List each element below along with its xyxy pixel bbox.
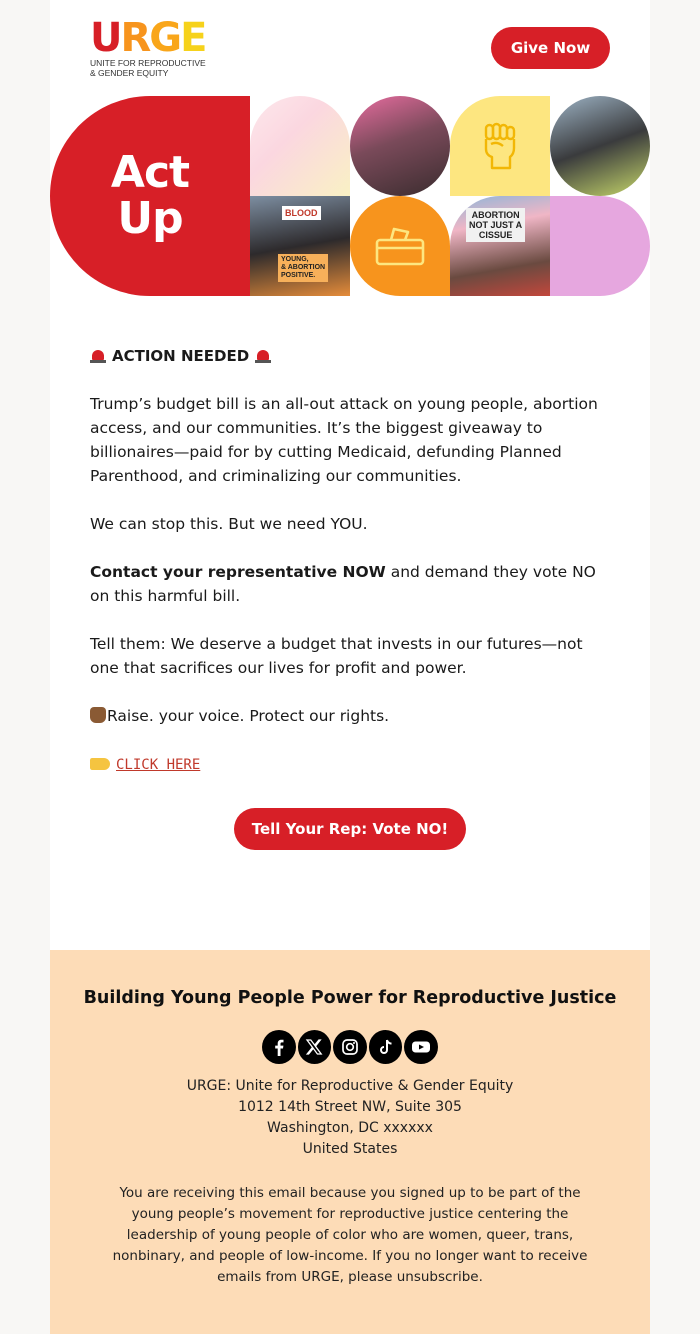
raised-fist-tile — [450, 96, 550, 196]
logo-subtitle-line2: & GENDER EQUITY — [90, 68, 169, 78]
footer-title: Building Young People Power for Reproductive Justice — [83, 988, 617, 1008]
gradient-tile — [250, 96, 350, 196]
contact-rest: and demand they vote NO on this harmful bill. — [90, 563, 596, 605]
address-line: United States — [302, 1141, 398, 1157]
siren-icon — [90, 349, 106, 363]
facebook-icon[interactable] — [262, 1030, 296, 1064]
hero-headline-line2: Up — [117, 193, 183, 244]
protest-photo — [350, 96, 450, 196]
urge-logo[interactable] — [90, 15, 220, 78]
hero-headline-line1: Act — [110, 147, 190, 198]
paragraph-attack: Trump’s budget bill is an all-out attack on young people, abortion access, and our communities. It’s the biggest giveaway to billionaires—paid for by cutting Medicaid, defunding Planned Parenthood, and criminalizing our communities. — [90, 395, 598, 485]
paragraph-raise-voice — [90, 704, 610, 728]
siren-icon — [255, 349, 271, 363]
email-page — [50, 0, 650, 1334]
protest-sign: BLOOD — [282, 206, 321, 220]
protest-photo — [550, 96, 650, 196]
urge-logo-mark: URGE — [90, 15, 206, 61]
mailing-address — [50, 1076, 650, 1160]
give-now-button[interactable]: Give Now — [491, 27, 610, 69]
paragraph-tell-them: Tell them: We deserve a budget that invests in our futures—not one that sacrifices our lives for profit and power. — [90, 635, 583, 677]
act-up-tile — [50, 96, 250, 296]
protest-photo — [450, 196, 550, 296]
raised-fist-emoji-icon — [90, 707, 106, 723]
protest-sign-line: YOUNG, — [281, 256, 309, 263]
tell-your-rep-button[interactable]: Tell Your Rep: Vote NO! — [234, 808, 466, 850]
protest-sign-line: CISSUE — [478, 230, 513, 240]
hero-collage — [50, 96, 650, 296]
paragraph-stop-this: We can stop this. But we need YOU. — [90, 515, 368, 533]
social-links — [262, 1030, 438, 1064]
raise-voice-text: Raise. your voice. Protect our rights. — [107, 707, 390, 725]
protest-sign — [278, 254, 328, 282]
pointing-hand-icon — [90, 758, 110, 770]
protest-sign-line: ABORTION — [471, 210, 520, 220]
click-here-row — [90, 752, 610, 777]
ballot-box-tile — [350, 196, 450, 296]
protest-sign-line: POSITIVE. — [281, 272, 316, 279]
email-body — [90, 344, 610, 801]
email-header — [50, 0, 650, 96]
protest-sign-line: & ABORTION — [281, 264, 326, 271]
action-heading-text: ACTION NEEDED — [112, 347, 250, 365]
logo-subtitle-line1: UNITE FOR REPRODUCTIVE — [90, 58, 206, 68]
protest-sign-line: NOT JUST A — [469, 220, 523, 230]
x-icon[interactable] — [298, 1030, 332, 1064]
contact-bold: Contact your representative NOW — [90, 563, 386, 581]
email-footer — [50, 950, 650, 1334]
pink-tile — [550, 196, 650, 296]
address-line: URGE: Unite for Reproductive & Gender Equity — [186, 1078, 514, 1094]
instagram-icon[interactable] — [333, 1030, 367, 1064]
address-line: 1012 14th Street NW, Suite 305 — [238, 1099, 462, 1115]
paragraph-contact — [90, 560, 610, 608]
unsubscribe-notice: You are receiving this email because you signed up to be part of the young people’s movement for reproductive justice centering the leadership of young people of color who are women, queer, trans, nonbinary, and people of low-income. If you no longer want to receive emails from URGE, please unsubscribe. — [112, 1185, 588, 1285]
ballot-box-icon — [374, 226, 426, 266]
logo-subtitle — [90, 58, 220, 78]
tiktok-icon[interactable] — [369, 1030, 403, 1064]
action-heading — [90, 344, 610, 368]
click-here-link[interactable]: CLICK HERE — [116, 757, 201, 773]
hero-headline — [110, 147, 190, 244]
youtube-icon[interactable] — [404, 1030, 438, 1064]
address-line: Washington, DC xxxxxx — [267, 1120, 433, 1136]
protest-photo — [250, 196, 350, 296]
raised-fist-icon — [483, 122, 517, 170]
protest-sign — [466, 208, 525, 242]
